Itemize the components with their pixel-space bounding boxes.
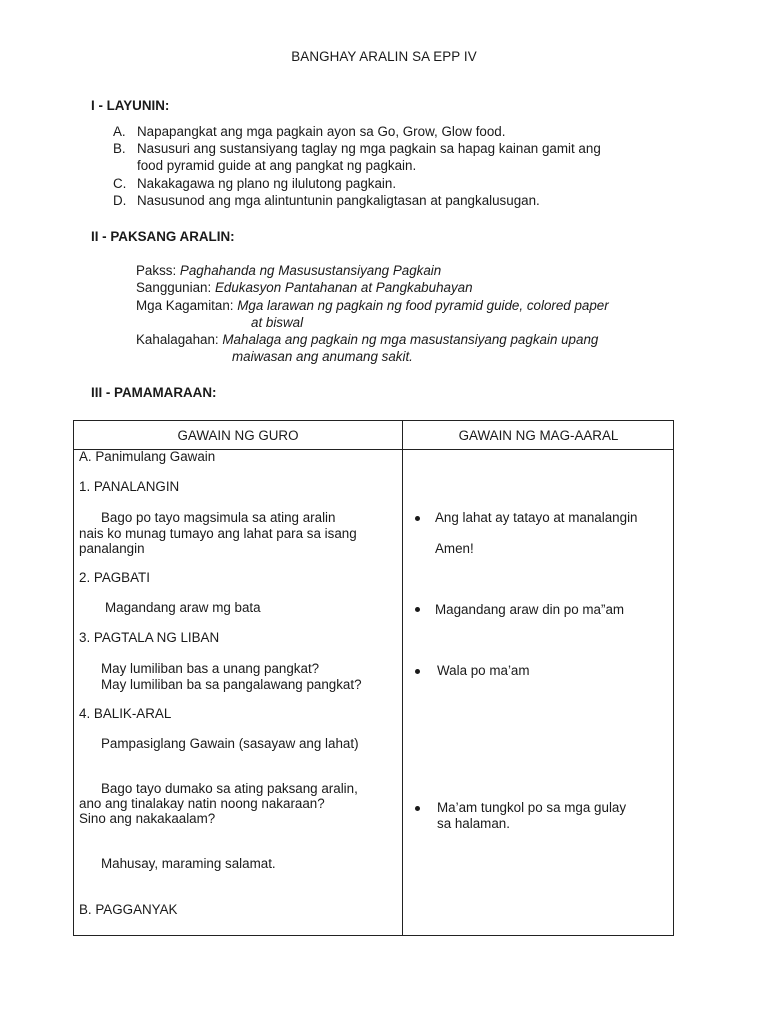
kagamitan-label: Mga Kagamitan:: [136, 298, 234, 313]
objective-text-b-line2: food pyramid guide at ang pangkat ng pagkain.: [137, 158, 417, 173]
student-response-2: Magandang araw din po ma”am: [435, 602, 625, 617]
objective-letter-d: D.: [113, 193, 127, 208]
pagtala-label: 3. PAGTALA NG LIBAN: [79, 630, 220, 645]
table-column-divider: [402, 421, 403, 935]
lesson-procedure-table: [73, 420, 674, 936]
panalangin-text-line3: panalangin: [79, 541, 145, 556]
student-response-1: Ang lahat ay tatayo at manalangin: [435, 510, 638, 525]
header-gawain-ng-guro: GAWAIN NG GURO: [177, 428, 299, 443]
balik-aral-text: Pampasiglang Gawain (sasayaw ang lahat): [101, 736, 359, 751]
bago-text-line1: Bago tayo dumako sa ating paksang aralin,: [101, 781, 358, 796]
section-heading-paksang-aralin: II - PAKSANG ARALIN:: [91, 229, 235, 244]
bullet-icon: [415, 669, 420, 674]
objective-text-d: Nasusunod ang mga alintuntunin pangkaligtasan at pangkalusugan.: [137, 193, 540, 208]
pagbati-text: Magandang araw mg bata: [105, 600, 261, 615]
student-response-1b: Amen!: [435, 541, 474, 556]
student-response-3: Wala po ma’am: [437, 663, 530, 678]
sanggunian-value: Edukasyon Pantahanan at Pangkabuhayan: [214, 280, 473, 295]
bago-text-line2: ano ang tinalakay natin noong nakaraan?: [79, 796, 325, 811]
bullet-icon: [415, 806, 420, 811]
objective-letter-b: B.: [113, 141, 126, 156]
section-heading-pamamaraan: III - PAMAMARAAN:: [91, 385, 217, 400]
panimulang-gawain-label: A. Panimulang Gawain: [79, 449, 216, 464]
kagamitan-value-line2: at biswal: [251, 315, 304, 330]
panalangin-label: 1. PANALANGIN: [79, 479, 180, 494]
balik-aral-label: 4. BALIK-ARAL: [79, 706, 172, 721]
paksa-label: Pakss:: [136, 263, 177, 278]
student-response-4-line2: sa halaman.: [437, 816, 510, 831]
pagbati-label: 2. PAGBATI: [79, 570, 150, 585]
pagtala-text-line2: May lumiliban ba sa pangalawang pangkat?: [101, 677, 362, 692]
panalangin-text-line2: nais ko munag tumayo ang lahat para sa isang: [79, 526, 357, 541]
objective-letter-c: C.: [113, 176, 127, 191]
paksa-value: Paghahanda ng Masusustansiyang Pagkain: [179, 263, 442, 278]
kahalagahan-label: Kahalagahan:: [136, 332, 219, 347]
kagamitan-row: [136, 298, 609, 313]
objective-text-c: Nakakagawa ng plano ng ilulutong pagkain.: [137, 176, 397, 191]
pagganyak-label: B. PAGGANYAK: [79, 902, 178, 917]
panalangin-text-line1: Bago po tayo magsimula sa ating aralin: [101, 510, 336, 525]
page-title: BANGHAY ARALIN SA EPP IV: [291, 49, 477, 64]
pagtala-text-line1: May lumiliban bas a unang pangkat?: [101, 661, 320, 676]
objective-text-b-line1: Nasusuri ang sustansiyang taglay ng mga pagkain sa hapag kainan gamit ang: [137, 141, 601, 156]
sanggunian-row: [136, 280, 473, 295]
bago-text-line3: Sino ang nakakaalam?: [79, 811, 216, 826]
bullet-icon: [415, 607, 420, 612]
kahalagahan-value-line2: maiwasan ang anumang sakit.: [232, 349, 413, 364]
sanggunian-label: Sanggunian:: [136, 280, 212, 295]
kahalagahan-row: [136, 332, 598, 347]
kagamitan-value-line1: Mga larawan ng pagkain ng food pyramid guide, colored paper: [237, 298, 609, 313]
mahusay-text: Mahusay, maraming salamat.: [101, 856, 276, 871]
header-gawain-ng-mag-aaral: GAWAIN NG MAG-AARAL: [458, 428, 619, 443]
kahalagahan-value-line1: Mahalaga ang pagkain ng mga masustansiyang pagkain upang: [222, 332, 599, 347]
paksa-row: [136, 263, 441, 278]
objective-text-a: Napapangkat ang mga pagkain ayon sa Go, Grow, Glow food.: [137, 124, 506, 139]
section-heading-layunin: I - LAYUNIN:: [91, 98, 170, 113]
student-response-4-line1: Ma’am tungkol po sa mga gulay: [437, 800, 627, 815]
objective-letter-a: A.: [113, 124, 126, 139]
bullet-icon: [415, 516, 420, 521]
